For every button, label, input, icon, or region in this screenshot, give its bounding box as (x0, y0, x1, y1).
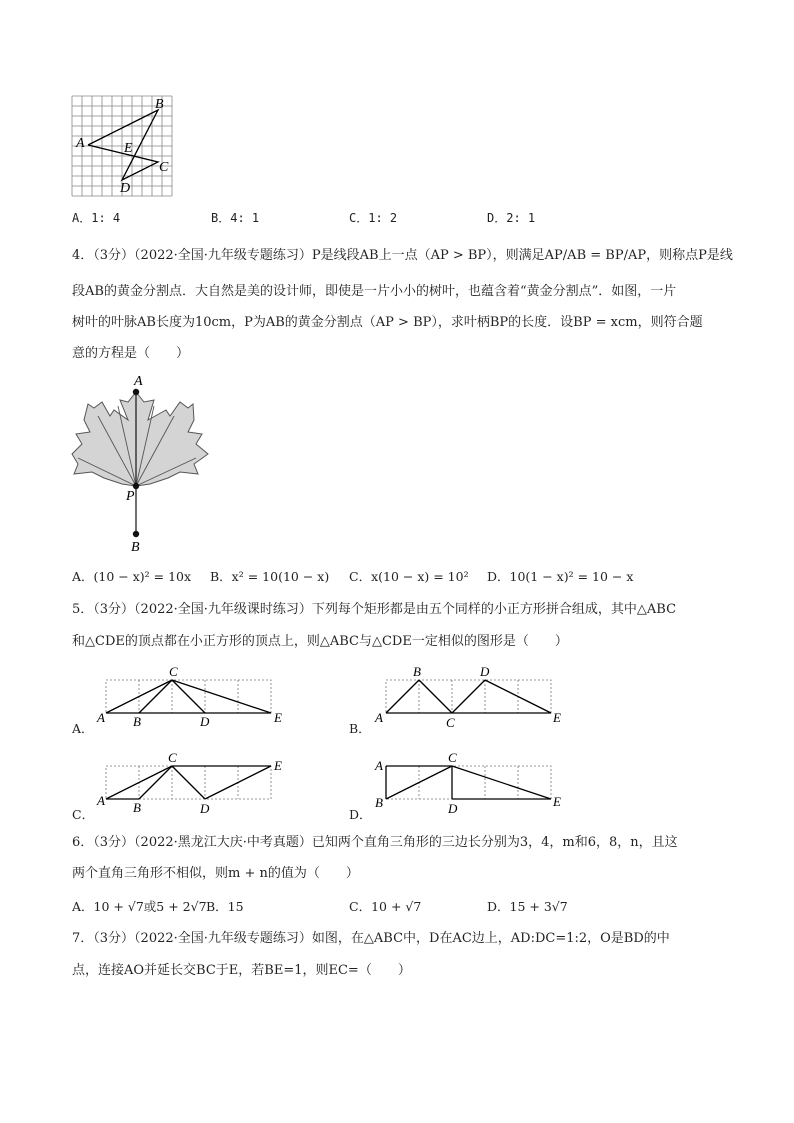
q5b-label-d: D (480, 664, 490, 679)
q3-label-e: E (124, 141, 133, 156)
q5-text-line-1: 5．（3分）（2022·全国·九年级课时练习）下列每个矩形都是由五个同样的小正方形拼合组成，其中△ABC (72, 602, 677, 617)
q4-leaf-figure (68, 370, 213, 560)
q6-option-b: B．15 (206, 899, 244, 914)
q6-option-c: C．10 + √7 (349, 899, 422, 914)
q3-label-d: D (120, 181, 131, 196)
q5-figure-a (94, 664, 294, 728)
q5c-label-d: D (200, 801, 210, 816)
q7-text-line-1: 7．（3分）（2022·全国·九年级专题练习）如图，在△ABC中，D在AC边上，AD:DC=1:2，O是BD的中 (72, 931, 670, 946)
q6-text-line-1: 6．（3分）（2022·黑龙江大庆·中考真题）已知两个直角三角形的三边长分别为3，4，m和6，8，n，且这 (72, 835, 678, 850)
q5c-label-b: B (133, 800, 141, 815)
q5b-label-a: A (375, 710, 383, 725)
q5d-label-b: B (375, 795, 383, 810)
q5b-label-e: E (553, 710, 561, 725)
q5-text-line-2: 和△CDE的顶点都在小正方形的顶点上，则△ABC与△CDE一定相似的图形是（ ） (72, 634, 568, 649)
q3-option-d: D．2: 1 (487, 211, 536, 225)
q4-text-line-3: 树叶的叶脉AB长度为10cm，P为AB的黄金分割点（AP > BP），求叶柄BP的长度．设BP = xcm，则符合题 (72, 315, 703, 330)
q5c-label-a: A (97, 793, 105, 808)
q5d-label-a: A (375, 758, 383, 773)
q5-option-c-letter: C． (72, 807, 95, 822)
q5d-label-c: C (448, 750, 457, 765)
q4-option-a: A．(10 − x)² = 10x (72, 569, 192, 584)
q4-label-b: B (131, 540, 140, 555)
q7-text-line-2: 点，连接AO并延长交BC于E，若BE=1，则EC=（ ） (72, 963, 411, 978)
q3-label-c: C (159, 160, 169, 175)
q4-text-line-2: 段AB的黄金分割点．大自然是美的设计师，即使是一片小小的树叶，也蕴含着“黄金分割点”．如图，一片 (72, 284, 677, 299)
q4-option-c: C．x(10 − x) = 10² (349, 569, 469, 584)
q5-figure-c (94, 750, 294, 816)
q5a-label-b: B (133, 714, 141, 728)
q4-text-line-1: 4．（3分）（2022·全国·九年级专题练习）P是线段AB上一点（AP > BP），则满足AP/AB = BP/AP，则称点P是线 (72, 248, 733, 263)
q5-option-b-letter: B． (349, 721, 371, 736)
q5b-label-b: B (413, 664, 421, 679)
q5a-label-e: E (274, 710, 282, 725)
q6-option-a: A．10 + √7或5 + 2√7 (72, 899, 207, 914)
q5-option-d-letter: D． (349, 807, 372, 822)
q5a-label-d: D (200, 714, 210, 728)
q4-option-b: B．x² = 10(10 − x) (210, 569, 330, 584)
q6-option-d: D．15 + 3√7 (487, 899, 568, 914)
q5c-label-e: E (274, 758, 282, 773)
q5a-label-a: A (97, 710, 105, 725)
q3-label-b: B (155, 97, 164, 112)
q3-label-a: A (76, 136, 85, 151)
q5-option-a-letter: A． (72, 721, 94, 736)
q5a-label-c: C (169, 664, 178, 679)
q5-figure-d (372, 750, 572, 816)
q3-grid-figure (68, 92, 178, 198)
q5d-label-e: E (553, 794, 561, 809)
q6-text-line-2: 两个直角三角形不相似，则m + n的值为（ ） (72, 866, 359, 881)
q5d-label-d: D (448, 801, 458, 816)
q3-option-b: B．4: 1 (211, 211, 260, 225)
q3-option-a: A．1: 4 (72, 211, 121, 225)
q4-text-line-4: 意的方程是（ ） (72, 346, 190, 361)
q4-label-p: P (126, 489, 135, 504)
q3-option-c: C．1: 2 (349, 211, 398, 225)
q4-label-a: A (134, 374, 143, 389)
q5c-label-c: C (168, 750, 177, 765)
q5-figure-b (372, 664, 572, 728)
q4-option-d: D．10(1 − x)² = 10 − x (487, 569, 634, 584)
q5b-label-c: C (446, 715, 455, 728)
